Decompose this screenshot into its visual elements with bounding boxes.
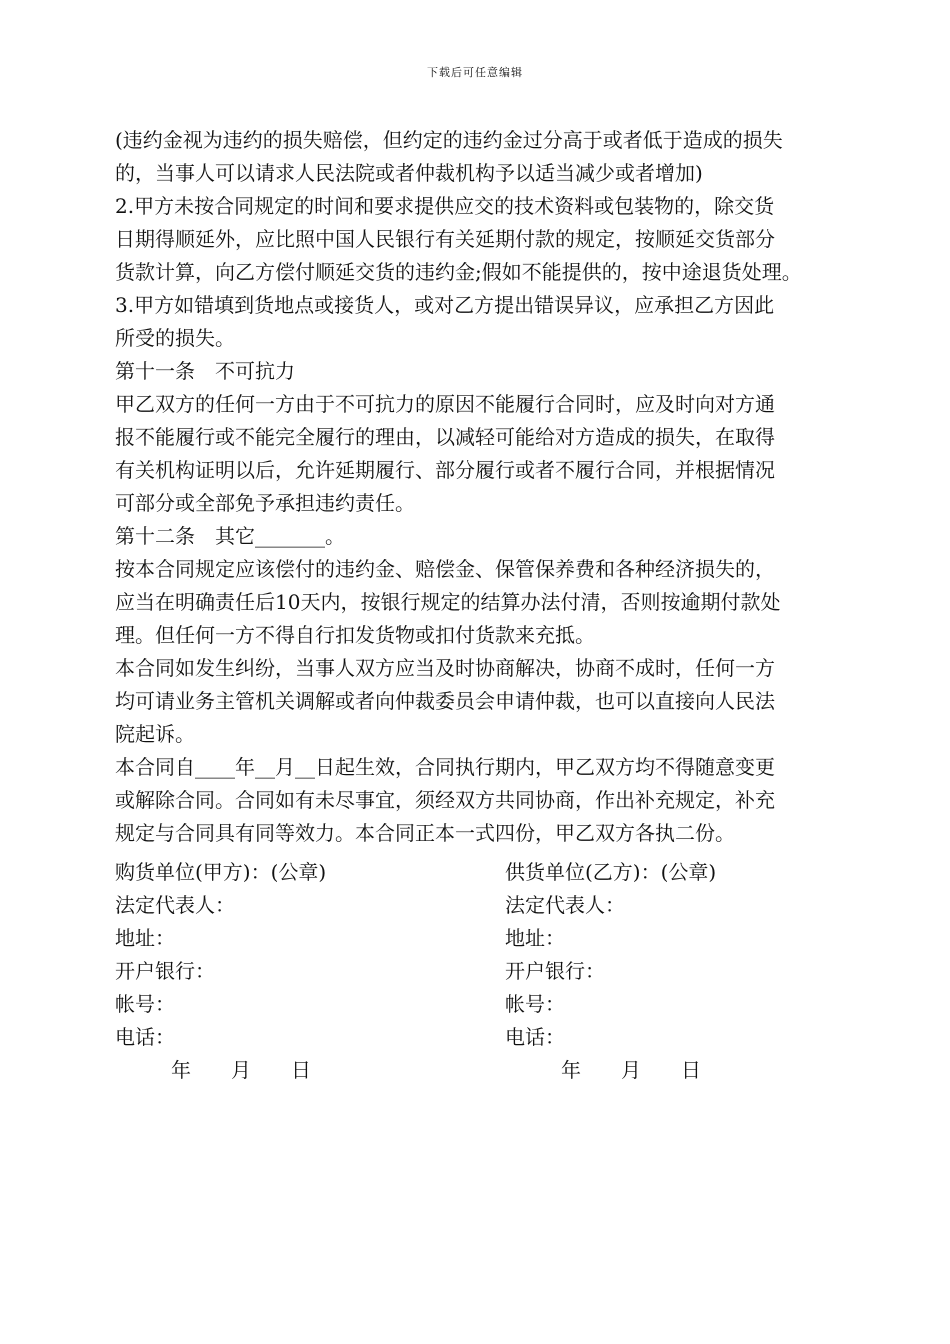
clause-item-3: 3.甲方如错填到货地点或接货人，或对乙方提出错误异议，应承担乙方因此: [115, 293, 775, 317]
signature-row: [115, 889, 885, 922]
signature-row: [115, 922, 885, 955]
seller-phone-label: 电话：: [505, 1025, 565, 1049]
body-line: 理。但任何一方不得自行扣发货物或扣付货款来充抵。: [115, 623, 595, 647]
buyer-representative-label: 法定代表人：: [115, 893, 235, 917]
body-line: 本合同自____年__月__日起生效，合同执行期内，甲乙双方均不得随意变更: [115, 755, 775, 779]
body-line: 的，当事人可以请求人民法院或者仲裁机构予以适当减少或者增加): [115, 161, 703, 185]
seller-bank-label: 开户银行：: [505, 959, 605, 983]
body-line: 甲乙双方的任何一方由于不可抗力的原因不能履行合同时，应及时向对方通: [115, 392, 775, 416]
body-line: 或解除合同。合同如有未尽事宜，须经双方共同协商，作出补充规定，补充: [115, 788, 775, 812]
signature-row: [115, 988, 885, 1021]
clause-item-2: 2.甲方未按合同规定的时间和要求提供应交的技术资料或包装物的，除交货: [115, 194, 775, 218]
signature-block: [115, 856, 885, 1087]
seller-date: 年 月 日: [561, 1058, 701, 1082]
buyer-address-label: 地址：: [115, 926, 175, 950]
body-line: (违约金视为违约的损失赔偿，但约定的违约金过分高于或者低于造成的损失: [115, 128, 783, 152]
body-line: 应当在明确责任后10天内，按银行规定的结算办法付清，否则按逾期付款处: [115, 590, 781, 614]
buyer-phone-label: 电话：: [115, 1025, 175, 1049]
buyer-date: 年 月 日: [171, 1058, 311, 1082]
body-line: 按本合同规定应该偿付的违约金、赔偿金、保管保养费和各种经济损失的，: [115, 557, 775, 581]
signature-row: [115, 1021, 885, 1054]
body-line: 本合同如发生纠纷，当事人双方应当及时协商解决，协商不成时，任何一方: [115, 656, 775, 680]
signature-row: [115, 955, 885, 988]
body-line: 有关机构证明以后，允许延期履行、部分履行或者不履行合同，并根据情况: [115, 458, 775, 482]
signature-row: [115, 856, 885, 889]
body-line: 规定与合同具有同等效力。本合同正本一式四份，甲乙双方各执二份。: [115, 821, 735, 845]
body-line: 日期得顺延外，应比照中国人民银行有关延期付款的规定，按顺延交货部分: [115, 227, 775, 251]
buyer-account-label: 帐号：: [115, 992, 175, 1016]
body-line: 所受的损失。: [115, 326, 235, 350]
article-12-heading: 第十二条 其它_______。: [115, 524, 345, 548]
body-line: 报不能履行或不能完全履行的理由，以减轻可能给对方造成的损失，在取得: [115, 425, 775, 449]
article-11-heading: 第十一条 不可抗力: [115, 359, 295, 383]
seller-unit-label: 供货单位(乙方)：(公章): [505, 860, 717, 884]
date-row: [115, 1054, 885, 1087]
seller-representative-label: 法定代表人：: [505, 893, 625, 917]
body-line: 均可请业务主管机关调解或者向仲裁委员会申请仲裁，也可以直接向人民法: [115, 689, 775, 713]
buyer-unit-label: 购货单位(甲方)：(公章): [115, 860, 327, 884]
buyer-bank-label: 开户银行：: [115, 959, 215, 983]
seller-address-label: 地址：: [505, 926, 565, 950]
contract-body: [115, 124, 885, 850]
body-line: 院起诉。: [115, 722, 195, 746]
seller-account-label: 帐号：: [505, 992, 565, 1016]
body-line: 可部分或全部免予承担违约责任。: [115, 491, 415, 515]
body-line: 货款计算，向乙方偿付顺延交货的违约金;假如不能提供的，按中途退货处理。: [115, 260, 802, 284]
page-header: 下载后可任意编辑: [427, 66, 523, 79]
